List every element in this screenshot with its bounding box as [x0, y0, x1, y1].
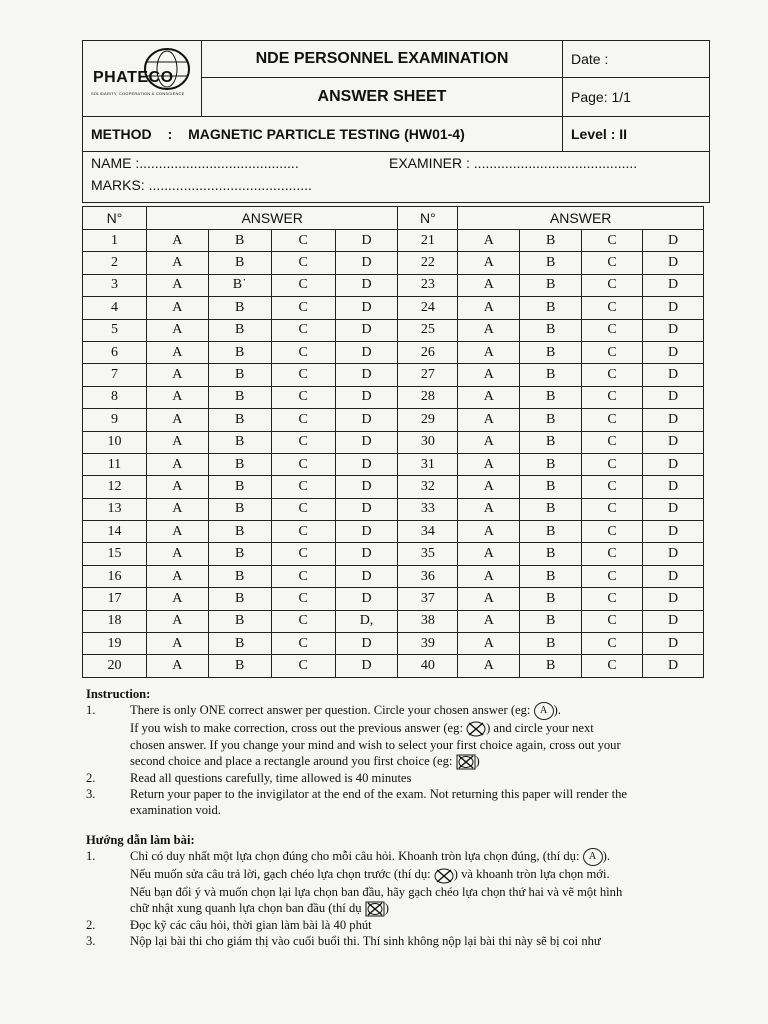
question-number: 12: [83, 476, 147, 498]
answer-option[interactable]: C: [582, 588, 643, 610]
instruction-line: [130, 753, 706, 770]
question-number: 24: [398, 297, 458, 319]
title-sub: ANSWER SHEET: [202, 78, 563, 117]
answer-option[interactable]: C: [582, 297, 643, 319]
method-label: METHOD: [91, 126, 152, 142]
question-number: 39: [398, 633, 458, 655]
answer-option[interactable]: B: [520, 655, 582, 677]
answer-option[interactable]: C: [271, 476, 335, 498]
answer-row: [83, 297, 704, 319]
answer-option[interactable]: B: [208, 453, 271, 475]
instruction-text: ) và khoanh tròn lựa chọn mới.: [453, 867, 610, 882]
answer-option[interactable]: D: [335, 319, 398, 341]
answer-option[interactable]: A: [458, 230, 520, 252]
answer-option[interactable]: D: [335, 543, 398, 565]
item-number: 3.: [86, 933, 96, 948]
answer-option[interactable]: C: [582, 453, 643, 475]
answer-option[interactable]: C: [582, 386, 643, 408]
answer-option[interactable]: B: [520, 521, 582, 543]
answer-option[interactable]: B: [208, 319, 271, 341]
answer-option[interactable]: B: [208, 498, 271, 520]
answer-option[interactable]: B: [520, 610, 582, 632]
answer-option[interactable]: D: [335, 252, 398, 274]
answer-option[interactable]: C: [271, 543, 335, 565]
question-number: 31: [398, 453, 458, 475]
instruction-item-1: [86, 702, 706, 770]
answer-option[interactable]: C: [582, 274, 643, 296]
answer-option[interactable]: B: [208, 230, 271, 252]
answer-option[interactable]: A: [458, 610, 520, 632]
answer-option[interactable]: A: [458, 297, 520, 319]
instruction-line: [130, 866, 706, 883]
answer-option[interactable]: D: [643, 588, 704, 610]
instruction-line: Đọc kỹ các câu hỏi, thời gian làm bài là 40 phút: [130, 917, 372, 932]
question-number: 13: [83, 498, 147, 520]
answer-option[interactable]: D: [335, 565, 398, 587]
method-colon: :: [167, 126, 173, 142]
instruction-heading: Instruction:: [86, 687, 151, 701]
answer-row: [83, 610, 704, 632]
instruction-vi-item-2: [86, 917, 706, 933]
cross-box-example-icon: [365, 901, 385, 917]
answer-option[interactable]: A: [146, 476, 208, 498]
instruction-heading-vi: Hướng dẫn làm bài:: [86, 833, 195, 848]
answer-option[interactable]: D: [643, 230, 704, 252]
answer-option[interactable]: D: [335, 588, 398, 610]
answer-option[interactable]: C: [271, 521, 335, 543]
answer-option[interactable]: B: [208, 476, 271, 498]
answer-option[interactable]: B: [208, 431, 271, 453]
answer-option[interactable]: A: [458, 409, 520, 431]
question-number: 38: [398, 610, 458, 632]
method-value: MAGNETIC PARTICLE TESTING (HW01-4): [188, 126, 465, 142]
instruction-item-3: [86, 786, 706, 818]
instruction-text: Chỉ có duy nhất một lựa chọn đúng cho mỗi câu hỏi. Khoanh tròn lựa chọn đúng, (thí dụ:: [130, 849, 583, 864]
answer-row: [83, 341, 704, 363]
answer-option[interactable]: C: [582, 565, 643, 587]
answer-option[interactable]: B: [208, 655, 271, 677]
answer-option[interactable]: C: [271, 252, 335, 274]
answer-option[interactable]: A: [458, 364, 520, 386]
logo-tagline: SOLIDARITY, COOPERATION & CONSCIENCE: [91, 91, 185, 96]
instruction-text: second choice and place a rectangle around you first choice (eg:: [130, 754, 456, 769]
instruction-vi-item-1: [86, 848, 706, 916]
question-number: 23: [398, 274, 458, 296]
answer-option[interactable]: B: [520, 409, 582, 431]
date-label: Date :: [563, 41, 710, 78]
answer-option[interactable]: C: [582, 633, 643, 655]
question-number: 10: [83, 431, 147, 453]
answer-option[interactable]: C: [582, 655, 643, 677]
item-number: 2.: [86, 917, 96, 932]
answer-option[interactable]: C: [271, 610, 335, 632]
answer-option[interactable]: C: [582, 230, 643, 252]
answer-option[interactable]: C: [582, 498, 643, 520]
instruction-vi-item-3: [86, 933, 706, 949]
answer-row: [83, 252, 704, 274]
answer-option[interactable]: D: [643, 319, 704, 341]
answer-grid: [82, 206, 704, 678]
answer-option[interactable]: D: [335, 409, 398, 431]
answer-option[interactable]: D: [643, 297, 704, 319]
answer-option[interactable]: D: [643, 453, 704, 475]
answer-option[interactable]: D: [643, 565, 704, 587]
question-number: 16: [83, 565, 147, 587]
header-table: [82, 40, 710, 203]
answer-option[interactable]: C: [271, 655, 335, 677]
method-cell: [83, 117, 563, 152]
answer-option[interactable]: C: [582, 319, 643, 341]
question-number: 26: [398, 341, 458, 363]
answer-option[interactable]: C: [582, 341, 643, 363]
answer-row: [83, 633, 704, 655]
answer-row: [83, 588, 704, 610]
instruction-line: [130, 900, 706, 917]
instruction-item-2: [86, 770, 706, 786]
answer-option[interactable]: A: [146, 655, 208, 677]
question-number: 37: [398, 588, 458, 610]
answer-option[interactable]: B: [208, 252, 271, 274]
answer-option[interactable]: B: [208, 521, 271, 543]
answer-option[interactable]: D: [335, 498, 398, 520]
answer-option[interactable]: A: [146, 252, 208, 274]
col-answer-right: ANSWER: [458, 207, 704, 230]
question-number: 29: [398, 409, 458, 431]
answer-option[interactable]: D: [335, 453, 398, 475]
answer-option[interactable]: A: [146, 409, 208, 431]
question-number: 2: [83, 252, 147, 274]
item-number: 3.: [86, 787, 96, 802]
question-number: 11: [83, 453, 147, 475]
answer-option[interactable]: B: [208, 633, 271, 655]
answer-option[interactable]: B˙: [208, 274, 271, 296]
answer-option[interactable]: D: [643, 341, 704, 363]
answer-option[interactable]: C: [582, 543, 643, 565]
col-no-right: N°: [398, 207, 458, 230]
instruction-text: If you wish to make correction, cross out the previous answer (eg:: [130, 721, 467, 736]
instruction-line: [130, 702, 706, 720]
answer-option[interactable]: A: [458, 453, 520, 475]
question-number: 35: [398, 543, 458, 565]
answer-option[interactable]: B: [520, 633, 582, 655]
answer-option[interactable]: A: [458, 655, 520, 677]
answer-option[interactable]: B: [520, 453, 582, 475]
answer-option[interactable]: B: [208, 297, 271, 319]
level-label: Level : II: [563, 117, 710, 152]
answer-option[interactable]: B: [208, 364, 271, 386]
answer-option[interactable]: D: [643, 521, 704, 543]
answer-option[interactable]: D: [335, 297, 398, 319]
answer-option[interactable]: C: [271, 341, 335, 363]
answer-row: [83, 498, 704, 520]
answer-option[interactable]: A: [458, 521, 520, 543]
answer-option[interactable]: D: [335, 521, 398, 543]
answer-rows: [83, 230, 704, 678]
answer-option[interactable]: D,: [335, 610, 398, 632]
col-answer-left: ANSWER: [146, 207, 398, 230]
answer-option[interactable]: A: [458, 565, 520, 587]
answer-option[interactable]: D: [335, 633, 398, 655]
answer-option[interactable]: A: [458, 274, 520, 296]
page-label: Page: 1/1: [563, 78, 710, 117]
answer-option[interactable]: C: [582, 521, 643, 543]
question-number: 22: [398, 252, 458, 274]
answer-option[interactable]: B: [520, 386, 582, 408]
answer-option[interactable]: D: [335, 431, 398, 453]
question-number: 6: [83, 341, 147, 363]
item-number: 1.: [86, 849, 96, 864]
question-number: 34: [398, 521, 458, 543]
answer-option[interactable]: D: [643, 655, 704, 677]
answer-option[interactable]: B: [520, 565, 582, 587]
answer-option[interactable]: C: [582, 252, 643, 274]
instructions: [86, 686, 706, 949]
answer-option[interactable]: A: [146, 610, 208, 632]
answer-option[interactable]: B: [520, 341, 582, 363]
candidate-fields: [83, 152, 710, 203]
instruction-line: Return your paper to the invigilator at the end of the exam. Not returning this paper will render the: [130, 787, 627, 802]
answer-option[interactable]: B: [208, 588, 271, 610]
examiner-field[interactable]: EXAMINER : ..........................................: [389, 155, 638, 171]
instruction-text: There is only ONE correct answer per question. Circle your chosen answer (eg:: [130, 703, 534, 717]
answer-option[interactable]: D: [335, 274, 398, 296]
logo: [83, 41, 202, 117]
question-number: 28: [398, 386, 458, 408]
answer-option[interactable]: C: [271, 633, 335, 655]
instruction-line: Nộp lại bài thi cho giám thị vào cuối buổi thi. Thí sinh không nộp lại bài thi này sẽ bị coi như: [130, 933, 601, 948]
answer-option[interactable]: A: [146, 319, 208, 341]
answer-option[interactable]: C: [271, 588, 335, 610]
instruction-line: [130, 848, 706, 866]
answer-option[interactable]: A: [146, 543, 208, 565]
answer-option[interactable]: A: [458, 476, 520, 498]
answer-option[interactable]: B: [520, 297, 582, 319]
cross-circle-example-icon: [466, 721, 486, 737]
item-number: 1.: [86, 703, 96, 717]
question-number: 19: [83, 633, 147, 655]
answer-option[interactable]: D: [643, 431, 704, 453]
answer-option[interactable]: C: [271, 453, 335, 475]
answer-option[interactable]: C: [582, 431, 643, 453]
marks-line: [83, 174, 709, 196]
answer-option[interactable]: A: [458, 319, 520, 341]
answer-row: [83, 409, 704, 431]
answer-option[interactable]: B: [520, 543, 582, 565]
answer-row: [83, 319, 704, 341]
answer-row: [83, 431, 704, 453]
answer-option[interactable]: A: [458, 341, 520, 363]
instruction-text: ).: [553, 703, 561, 717]
answer-option[interactable]: C: [271, 230, 335, 252]
question-number: 32: [398, 476, 458, 498]
answer-option[interactable]: D: [643, 633, 704, 655]
question-number: 25: [398, 319, 458, 341]
answer-row: [83, 655, 704, 677]
answer-option[interactable]: C: [582, 364, 643, 386]
instruction-text: Nếu muốn sửa câu trả lời, gạch chéo lựa chọn trước (thí dụ:: [130, 867, 434, 882]
answer-option[interactable]: D: [643, 543, 704, 565]
answer-row: [83, 476, 704, 498]
question-number: 8: [83, 386, 147, 408]
answer-option[interactable]: A: [146, 565, 208, 587]
answer-option[interactable]: D: [335, 476, 398, 498]
answer-row: [83, 453, 704, 475]
question-number: 1: [83, 230, 147, 252]
answer-option[interactable]: D: [643, 476, 704, 498]
answer-option[interactable]: B: [520, 476, 582, 498]
logo-name: PHATECO: [93, 69, 174, 86]
answer-option[interactable]: A: [146, 588, 208, 610]
answer-option[interactable]: D: [643, 274, 704, 296]
question-number: 3: [83, 274, 147, 296]
answer-option[interactable]: B: [208, 386, 271, 408]
answer-option[interactable]: A: [458, 498, 520, 520]
answer-option[interactable]: A: [146, 230, 208, 252]
answer-option[interactable]: A: [146, 274, 208, 296]
answer-option[interactable]: D: [335, 230, 398, 252]
question-number: 5: [83, 319, 147, 341]
answer-option[interactable]: A: [458, 431, 520, 453]
question-number: 15: [83, 543, 147, 565]
instruction-line: Read all questions carefully, time allowed is 40 minutes: [130, 771, 412, 786]
answer-option[interactable]: C: [271, 274, 335, 296]
question-number: 9: [83, 409, 147, 431]
answer-option[interactable]: C: [582, 409, 643, 431]
title-main: NDE PERSONNEL EXAMINATION: [202, 41, 563, 78]
answer-option[interactable]: D: [643, 252, 704, 274]
answer-option[interactable]: A: [146, 364, 208, 386]
answer-option[interactable]: A: [146, 341, 208, 363]
answer-option[interactable]: B: [520, 319, 582, 341]
answer-option[interactable]: B: [208, 543, 271, 565]
answer-option[interactable]: B: [520, 230, 582, 252]
answer-option[interactable]: A: [458, 588, 520, 610]
answer-option[interactable]: D: [643, 610, 704, 632]
answer-row: [83, 543, 704, 565]
instruction-line: chosen answer. If you change your mind and wish to select your first choice again, cross out your: [130, 738, 621, 753]
answer-option[interactable]: A: [146, 633, 208, 655]
instruction-text: ).: [602, 849, 610, 864]
answer-row: [83, 386, 704, 408]
cross-box-example-icon: [456, 754, 476, 770]
instruction-line: [130, 720, 706, 737]
answer-option[interactable]: A: [146, 386, 208, 408]
answer-option[interactable]: B: [520, 274, 582, 296]
col-no-left: N°: [83, 207, 147, 230]
answer-option[interactable]: C: [582, 610, 643, 632]
answer-option[interactable]: A: [146, 453, 208, 475]
answer-row: [83, 230, 704, 252]
answer-option[interactable]: D: [643, 498, 704, 520]
answer-option[interactable]: C: [271, 297, 335, 319]
answer-option[interactable]: A: [146, 521, 208, 543]
answer-option[interactable]: B: [520, 252, 582, 274]
answer-row: [83, 364, 704, 386]
answer-option[interactable]: A: [458, 543, 520, 565]
answer-option[interactable]: B: [520, 588, 582, 610]
question-number: 17: [83, 588, 147, 610]
answer-row: [83, 565, 704, 587]
question-number: 21: [398, 230, 458, 252]
answer-option[interactable]: A: [146, 297, 208, 319]
answer-option[interactable]: D: [643, 409, 704, 431]
instruction-text: ) and circle your next: [486, 721, 594, 736]
answer-row: [83, 521, 704, 543]
answer-header-row: [83, 207, 704, 230]
item-number: 2.: [86, 771, 96, 786]
question-number: 14: [83, 521, 147, 543]
marks-field[interactable]: MARKS: ..........................................: [91, 177, 312, 193]
answer-option[interactable]: C: [271, 319, 335, 341]
answer-option[interactable]: B: [520, 364, 582, 386]
answer-option[interactable]: B: [208, 341, 271, 363]
question-number: 30: [398, 431, 458, 453]
answer-option[interactable]: B: [208, 409, 271, 431]
question-number: 7: [83, 364, 147, 386]
answer-option[interactable]: B: [208, 610, 271, 632]
answer-option[interactable]: A: [458, 252, 520, 274]
answer-option[interactable]: A: [458, 633, 520, 655]
name-exam-line: [83, 152, 709, 174]
answer-option[interactable]: C: [271, 364, 335, 386]
answer-option[interactable]: C: [271, 431, 335, 453]
question-number: 40: [398, 655, 458, 677]
question-number: 33: [398, 498, 458, 520]
answer-option[interactable]: C: [271, 386, 335, 408]
cross-circle-example-icon: [434, 868, 454, 884]
answer-option[interactable]: C: [582, 476, 643, 498]
question-number: 18: [83, 610, 147, 632]
name-field[interactable]: NAME :.........................................: [91, 155, 299, 171]
circle-example-icon: A: [534, 702, 554, 720]
answer-option[interactable]: C: [271, 565, 335, 587]
answer-option[interactable]: D: [335, 386, 398, 408]
answer-option[interactable]: D: [335, 364, 398, 386]
answer-option[interactable]: A: [146, 498, 208, 520]
question-number: 20: [83, 655, 147, 677]
answer-option[interactable]: D: [643, 386, 704, 408]
answer-row: [83, 274, 704, 296]
answer-option[interactable]: A: [458, 386, 520, 408]
instruction-line: Nếu bạn đổi ý và muốn chọn lại lựa chọn ban đầu, hãy gạch chéo lựa chọn thứ hai và vẽ một hình: [130, 884, 623, 899]
answer-option[interactable]: C: [271, 498, 335, 520]
answer-option[interactable]: A: [146, 431, 208, 453]
instruction-line: examination void.: [130, 803, 221, 818]
circle-example-icon: A: [583, 848, 603, 866]
question-number: 27: [398, 364, 458, 386]
answer-option[interactable]: B: [208, 565, 271, 587]
question-number: 36: [398, 565, 458, 587]
answer-option[interactable]: D: [643, 364, 704, 386]
question-number: 4: [83, 297, 147, 319]
answer-option[interactable]: C: [271, 409, 335, 431]
answer-option[interactable]: D: [335, 655, 398, 677]
instruction-text: ): [384, 900, 389, 915]
answer-option[interactable]: D: [335, 341, 398, 363]
instruction-text: chữ nhật xung quanh lựa chọn ban đầu (thí dụ: [130, 900, 365, 915]
answer-option[interactable]: B: [520, 431, 582, 453]
answer-option[interactable]: B: [520, 498, 582, 520]
instruction-text: ): [475, 754, 480, 769]
